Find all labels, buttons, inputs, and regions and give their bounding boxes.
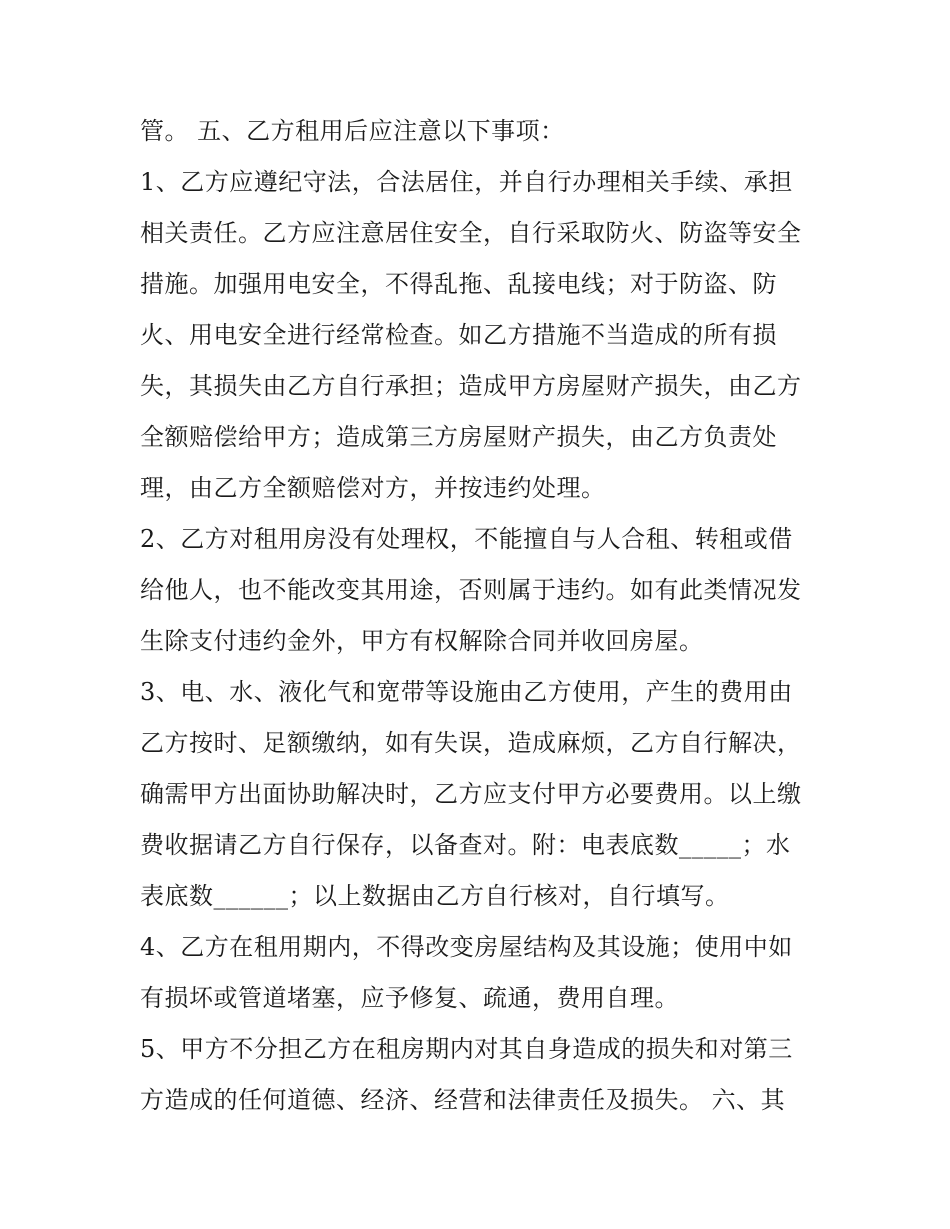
text-line: 3、电、水、液化气和宽带等设施由乙方使用，产生的费用由 [140, 678, 793, 706]
text-line: 确需甲方出面协助解决时，乙方应支付甲方必要费用。以上缴 [140, 780, 802, 808]
text-line: 4、乙方在租用期内，不得改变房屋结构及其设施；使用中如 [140, 933, 793, 961]
text-line: 生除支付违约金外，甲方有权解除合同并收回房屋。 [140, 627, 704, 655]
text-line: 全额赔偿给甲方；造成第三方房屋财产损失，由乙方负责处 [140, 423, 777, 451]
text-line: 理，由乙方全额赔偿对方，并按违约处理。 [140, 474, 606, 502]
text-line: 乙方按时、足额缴纳，如有失误，造成麻烦，乙方自行解决， [140, 729, 802, 757]
text-line: 2、乙方对租用房没有处理权，不能擅自与人合租、转租或借 [140, 525, 793, 553]
text-line: 给他人，也不能改变其用途，否则属于违约。如有此类情况发 [140, 576, 802, 604]
contract-text [140, 106, 830, 1126]
text-line: 火、用电安全进行经常检查。如乙方措施不当造成的所有损 [140, 321, 777, 349]
text-line: 失，其损失由乙方自行承担；造成甲方房屋财产损失，由乙方 [140, 372, 802, 400]
text-line: 费收据请乙方自行保存，以备查对。附：电表底数_____；水 [140, 831, 791, 859]
text-line: 1、乙方应遵纪守法，合法居住，并自行办理相关手续、承担 [140, 168, 793, 196]
text-line: 相关责任。乙方应注意居住安全，自行采取防火、防盗等安全 [140, 219, 802, 247]
text-line: 方造成的任何道德、经济、经营和法律责任及损失。 六、其 [140, 1086, 786, 1114]
text-line: 管。 五、乙方租用后应注意以下事项： [140, 117, 565, 145]
text-line: 表底数______；以上数据由乙方自行核对，自行填写。 [140, 882, 730, 910]
text-line: 措施。加强用电安全，不得乱拖、乱接电线；对于防盗、防 [140, 270, 777, 298]
text-line: 5、甲方不分担乙方在租房期内对其自身造成的损失和对第三 [140, 1035, 793, 1063]
text-line: 有损坏或管道堵塞，应予修复、疏通，费用自理。 [140, 984, 679, 1012]
